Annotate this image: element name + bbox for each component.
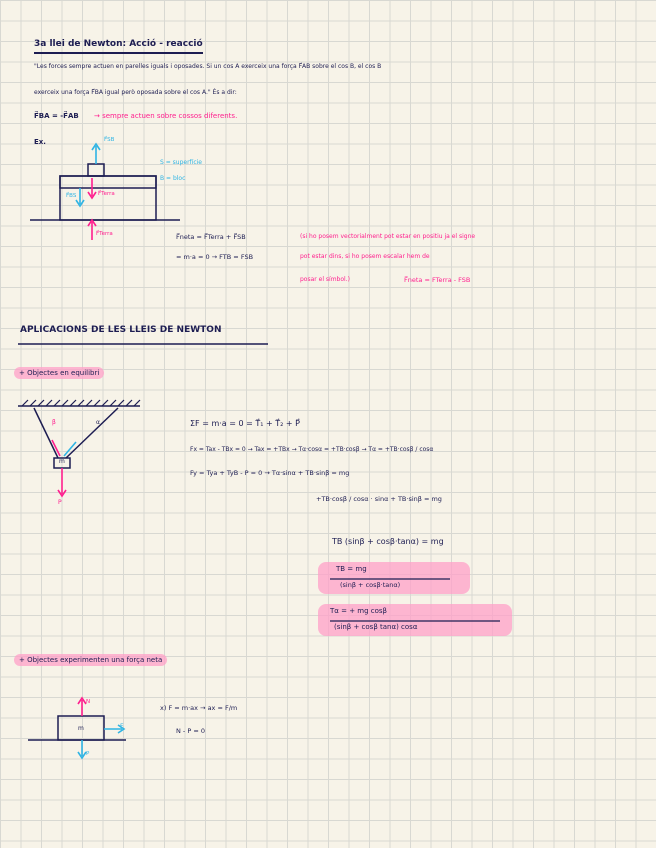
newton-third-law-equation: F⃗BA = -F⃗AB xyxy=(34,112,79,120)
block-mass-label: m xyxy=(78,725,84,732)
label-fterra-ground: F⃗Terra xyxy=(96,231,113,237)
quote-line-1: "Les forces sempre actuen en parelles iguals i oposades. Si un cos A exerceix una força F⃗AB sobre el cos B, el cos B xyxy=(34,63,382,70)
y-axis-equation: N - P = 0 xyxy=(176,727,205,735)
equilibrium-heading-text: + Objectes en equilibri xyxy=(14,367,104,379)
rope-left xyxy=(34,408,58,458)
hanging-mass-label: m xyxy=(59,458,65,465)
force-arrows-3 xyxy=(78,698,124,758)
section1-title: 3a llei de Newton: Acció - reacció xyxy=(34,40,203,54)
equilibrium-heading xyxy=(14,370,104,377)
substituted-equation: +TB·cosβ / cosα · sinα + TB·sinβ = mg xyxy=(316,495,442,503)
net-force-heading-text: + Objectes experimenten una força neta xyxy=(14,654,167,666)
vector-note-3: posar el símbol.) xyxy=(300,276,350,283)
rope-right xyxy=(66,408,118,458)
normal-label: N xyxy=(86,699,91,705)
sum-forces-equation: ΣF = m·a = 0 = T⃗₁ + T⃗₂ + P⃗ xyxy=(190,419,300,428)
example-label: Ex. xyxy=(34,138,46,146)
surface-top xyxy=(60,176,156,188)
net-force-zero-equation: = m·a = 0 → FTB = FSB xyxy=(176,253,254,261)
force-arrows-1 xyxy=(76,144,100,240)
vector-note-2: pot estar dins, si ho posem escalar hem de xyxy=(300,253,430,260)
ta-numerator: Tα = + mg cosβ xyxy=(330,607,388,615)
label-fsb: F⃗SB xyxy=(104,137,115,143)
legend-block: B = bloc xyxy=(160,175,186,182)
quote-line-2: exerceix una força F⃗BA igual però oposada sobre el cos A." És a dir: xyxy=(34,89,237,96)
weight-label-2: P xyxy=(86,751,90,757)
tb-denominator: (sinβ + cosβ·tanα) xyxy=(340,581,401,589)
fy-equation: Fy = Tya + TyB - P = 0 → Tα·sinα + TB·sinβ = mg xyxy=(190,469,350,477)
scalar-net-equation: F⃗neta = FTerra - FSB xyxy=(404,276,471,284)
x-axis-equation: x) F = m·ax → ax = F/m xyxy=(160,704,238,712)
force-block-diagram xyxy=(28,716,126,740)
vector-note-1: (si ho posem vectorialment pot estar en positiu ja el signe xyxy=(300,233,476,240)
law-note: → sempre actuen sobre cossos diferents. xyxy=(94,112,238,120)
label-fbs: F⃗BS xyxy=(66,193,77,199)
angle-label-right: α xyxy=(96,419,100,426)
label-fterra-block: F⃗Terra xyxy=(98,191,115,197)
weight-label: P xyxy=(58,499,62,506)
ta-denominator: (sinβ + cosβ tanα) cosα xyxy=(334,623,418,631)
ceiling-hatch xyxy=(22,400,140,406)
section2-title: APLICACIONS DE LES LLEIS DE NEWTON xyxy=(20,325,222,335)
net-force-heading xyxy=(14,657,167,664)
angle-label-left: β xyxy=(52,419,56,426)
applied-force-label: F xyxy=(120,723,124,730)
small-block xyxy=(88,164,104,176)
factored-equation: TB (sinβ + cosβ·tanα) = mg xyxy=(332,537,444,546)
tb-numerator: TB = mg xyxy=(336,565,367,573)
legend-surface: S = superfície xyxy=(160,159,202,166)
hanging-mass-diagram xyxy=(18,400,140,468)
fx-equation: Fx = Tax - TBx = 0 → Tax = +TBx → Tα·cosα = +TB·cosβ → Tα = +TB·cosβ / cosα xyxy=(190,446,434,453)
net-force-equation: F⃗neta = F⃗Terra + F⃗SB xyxy=(176,233,246,241)
